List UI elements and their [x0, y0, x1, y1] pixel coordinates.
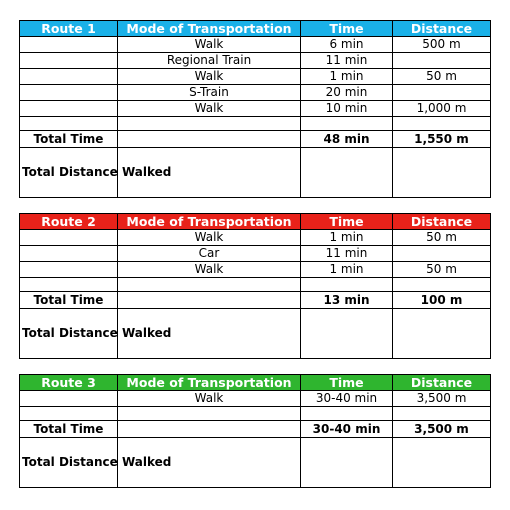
leg-distance: 3,500 m: [393, 391, 491, 407]
leg-distance: [393, 246, 491, 262]
leg-distance: 50 m: [393, 230, 491, 246]
total-time-label: Total Time: [20, 292, 118, 309]
spacer-row: [20, 117, 491, 131]
route-3-table: [19, 374, 491, 488]
leg-time: 11 min: [301, 246, 393, 262]
leg-time: 1 min: [301, 230, 393, 246]
total-distance-label: Total Distance Walked: [20, 438, 118, 488]
leg-distance: 500 m: [393, 37, 491, 53]
distance-header: Distance: [393, 214, 491, 230]
empty-cell: [20, 246, 118, 262]
leg-row: [20, 37, 491, 53]
total-distance-row: [20, 148, 491, 198]
leg-row: [20, 53, 491, 69]
mode-header: Mode of Transportation: [118, 21, 301, 37]
leg-distance: [393, 85, 491, 101]
leg-mode: Car: [118, 246, 301, 262]
route-2-table: [19, 213, 491, 359]
distance-header: Distance: [393, 375, 491, 391]
mode-header: Mode of Transportation: [118, 214, 301, 230]
time-header: Time: [301, 214, 393, 230]
total-distance-label: Total Distance Walked: [20, 309, 118, 359]
leg-distance: [393, 53, 491, 69]
route-title: Route 3: [20, 375, 118, 391]
leg-time: 1 min: [301, 69, 393, 85]
total-distance-value: 1,550 m: [393, 131, 491, 148]
leg-mode: Walk: [118, 37, 301, 53]
leg-distance: 50 m: [393, 262, 491, 278]
time-header: Time: [301, 375, 393, 391]
leg-mode: Walk: [118, 101, 301, 117]
leg-mode: Regional Train: [118, 53, 301, 69]
empty-cell: [118, 421, 301, 438]
empty-cell: [393, 148, 491, 198]
leg-time: 20 min: [301, 85, 393, 101]
distance-header: Distance: [393, 21, 491, 37]
leg-time: 1 min: [301, 262, 393, 278]
header-row: [20, 375, 491, 391]
empty-cell: [301, 438, 393, 488]
empty-cell: [393, 438, 491, 488]
spacer-row: [20, 278, 491, 292]
total-time-value: 13 min: [301, 292, 393, 309]
leg-row: [20, 101, 491, 117]
route-title: Route 2: [20, 214, 118, 230]
empty-cell: [20, 53, 118, 69]
total-distance-value: 3,500 m: [393, 421, 491, 438]
empty-cell: [118, 131, 301, 148]
route-title: Route 1: [20, 21, 118, 37]
leg-distance: 50 m: [393, 69, 491, 85]
leg-mode: Walk: [118, 391, 301, 407]
total-time-label: Total Time: [20, 131, 118, 148]
mode-header: Mode of Transportation: [118, 375, 301, 391]
leg-time: 10 min: [301, 101, 393, 117]
leg-row: [20, 230, 491, 246]
leg-time: 6 min: [301, 37, 393, 53]
empty-cell: [20, 391, 118, 407]
empty-cell: [20, 230, 118, 246]
leg-row: [20, 391, 491, 407]
spacer-row: [20, 407, 491, 421]
total-time-value: 48 min: [301, 131, 393, 148]
empty-cell: [301, 309, 393, 359]
empty-cell: [20, 101, 118, 117]
leg-mode: S-Train: [118, 85, 301, 101]
leg-row: [20, 246, 491, 262]
total-distance-value: 100 m: [393, 292, 491, 309]
total-time-row: [20, 421, 491, 438]
leg-time: 11 min: [301, 53, 393, 69]
leg-distance: 1,000 m: [393, 101, 491, 117]
total-time-row: [20, 131, 491, 148]
leg-mode: Walk: [118, 230, 301, 246]
leg-time: 30-40 min: [301, 391, 393, 407]
leg-mode: Walk: [118, 262, 301, 278]
header-row: [20, 214, 491, 230]
total-distance-row: [20, 309, 491, 359]
leg-row: [20, 85, 491, 101]
total-distance-row: [20, 438, 491, 488]
time-header: Time: [301, 21, 393, 37]
leg-mode: Walk: [118, 69, 301, 85]
empty-cell: [20, 69, 118, 85]
total-time-row: [20, 292, 491, 309]
total-distance-label: Total Distance Walked: [20, 148, 118, 198]
empty-cell: [393, 309, 491, 359]
leg-row: [20, 69, 491, 85]
empty-cell: [301, 148, 393, 198]
empty-cell: [118, 292, 301, 309]
total-time-value: 30-40 min: [301, 421, 393, 438]
leg-row: [20, 262, 491, 278]
empty-cell: [20, 37, 118, 53]
total-time-label: Total Time: [20, 421, 118, 438]
empty-cell: [20, 262, 118, 278]
header-row: [20, 21, 491, 37]
empty-cell: [20, 85, 118, 101]
route-1-table: [19, 20, 491, 198]
